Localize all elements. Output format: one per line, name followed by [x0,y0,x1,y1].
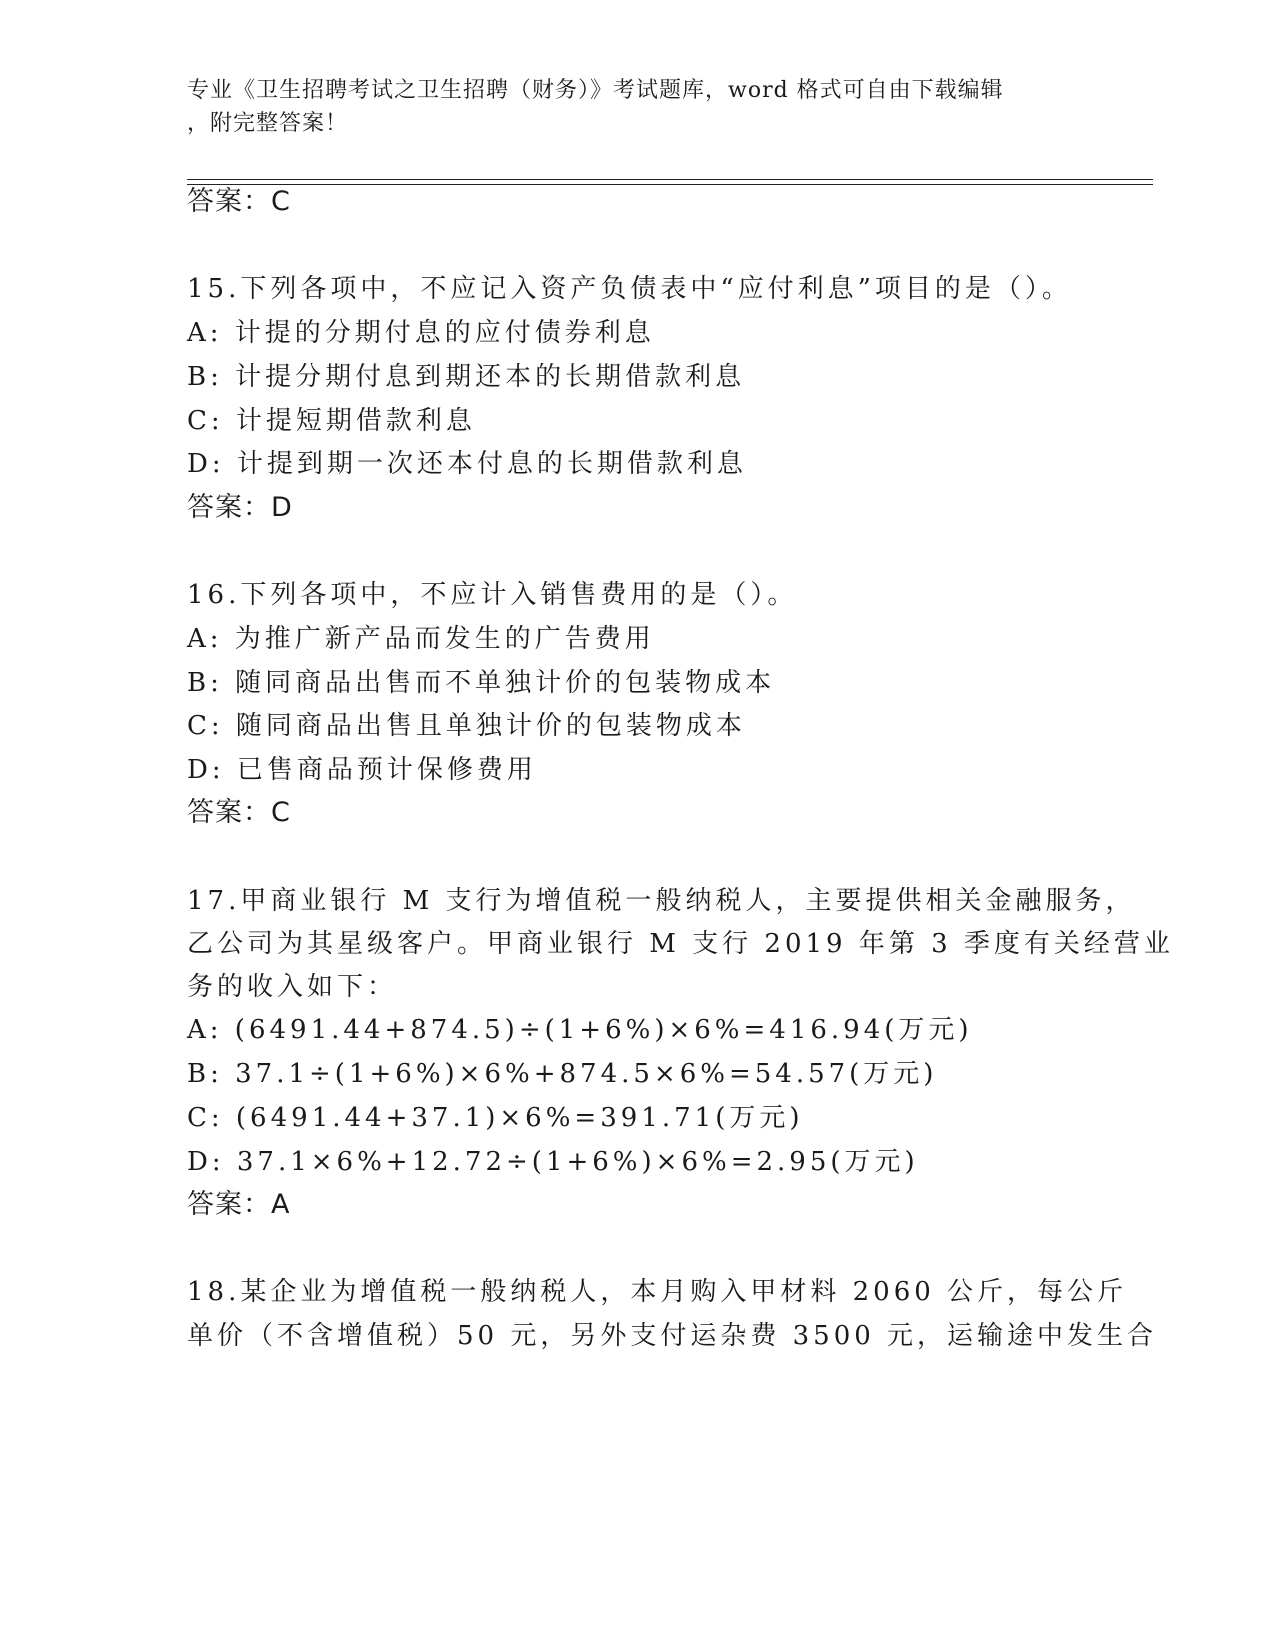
option-b: B: 随同商品出售而不单独计价的包装物成本 [187,668,776,698]
question-stem: 16.下列各项中，不应计入销售费用的是（）。 [187,580,798,610]
header-line-2: ，附完整答案！ [187,111,349,136]
question-stem-line-1: 17.甲商业银行 M 支行为增值税一般纳税人，主要提供相关金融服务， [187,886,1136,916]
question-stem: 15.下列各项中，不应记入资产负债表中“应付利息”项目的是（）。 [187,274,1072,304]
option-b: B: 计提分期付息到期还本的长期借款利息 [187,362,746,392]
header-line-1: 专业《卫生招聘考试之卫生招聘（财务）》考试题库，word 格式可自由下载编辑 [187,78,1004,103]
header-divider-top [187,179,1153,180]
option-a: A: (6491.44+874.5)÷(1+6%)×6%=416.94(万元) [187,1015,973,1045]
question-stem-line-3: 务的收入如下： [187,972,398,1002]
answer: 答案：A [187,1189,291,1220]
option-d: D: 计提到期一次还本付息的长期借款利息 [187,449,747,479]
option-c: C: 随同商品出售且单独计价的包装物成本 [187,711,746,741]
question-stem-line-2: 乙公司为其星级客户。甲商业银行 M 支行 2019 年第 3 季度有关经营业 [187,929,1174,959]
header-divider-bottom [187,184,1153,185]
option-a: A: 为推广新产品而发生的广告费用 [187,624,655,654]
document-header [187,74,1087,140]
option-c: C: 计提短期借款利息 [187,406,476,436]
answer: 答案：C [187,797,291,828]
option-a: A: 计提的分期付息的应付债券利息 [187,318,655,348]
answer: 答案：D [187,492,293,523]
option-c: C: (6491.44+37.1)×6%=391.71(万元) [187,1103,804,1133]
option-d: D: 37.1×6%+12.72÷(1+6%)×6%=2.95(万元) [187,1147,919,1177]
question-stem-line-1: 18.某企业为增值税一般纳税人，本月购入甲材料 2060 公斤，每公斤 [187,1277,1128,1307]
option-b: B: 37.1÷(1+6%)×6%+874.5×6%=54.57(万元) [187,1059,938,1089]
previous-answer: 答案：C [187,186,291,217]
option-d: D: 已售商品预计保修费用 [187,755,537,785]
question-stem-line-2: 单价（不含增值税）50 元，另外支付运杂费 3500 元，运输途中发生合 [187,1321,1158,1351]
